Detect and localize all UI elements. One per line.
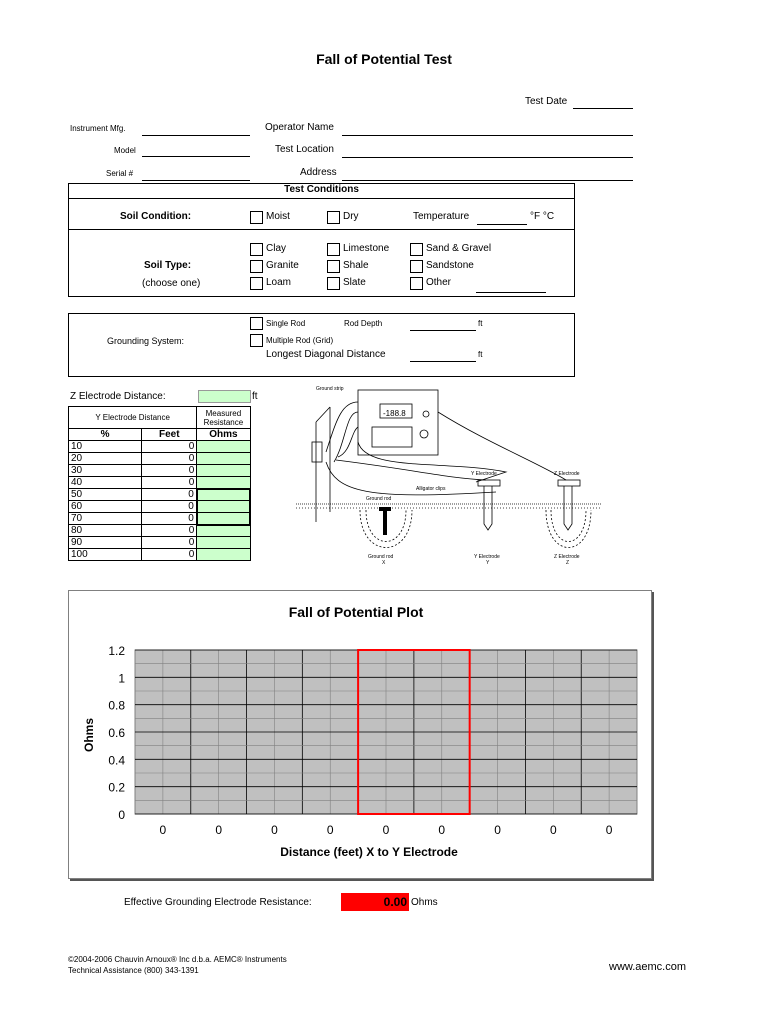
feet-cell: 0: [142, 453, 197, 465]
ohms-input-cell[interactable]: [197, 489, 250, 501]
feet-cell: 0: [142, 477, 197, 489]
feet-cell: 0: [142, 489, 197, 501]
rod-depth-unit: ft: [478, 319, 483, 328]
pct-cell: 30: [69, 465, 142, 477]
soil-type-option: Limestone: [343, 243, 390, 254]
y-label: Y: [486, 560, 490, 566]
pct-cell: 10: [69, 441, 142, 453]
feet-header: Feet: [142, 429, 197, 441]
pct-cell: 60: [69, 501, 142, 513]
multiple-rod-checkbox[interactable]: [250, 334, 263, 347]
instrument-mfg-label: Instrument Mfg.: [70, 124, 126, 133]
pct-cell: 80: [69, 525, 142, 537]
x-tick-label: 0: [159, 823, 167, 837]
soil-type-option: Granite: [266, 260, 299, 271]
pct-header: %: [69, 429, 142, 441]
dry-label: Dry: [343, 211, 359, 222]
pct-cell: 20: [69, 453, 142, 465]
slate-checkbox[interactable]: [327, 277, 340, 290]
ohms-input-cell[interactable]: [197, 477, 250, 489]
serial-label: Serial #: [106, 169, 134, 178]
y-tick-label: 0.6: [108, 726, 125, 740]
y-tick-label: 0: [118, 808, 125, 822]
instrument-mfg-field[interactable]: [142, 123, 250, 136]
table-row: [69, 525, 251, 537]
pct-cell: 70: [69, 513, 142, 525]
y-electrode-bottom-label: Y Electrode: [474, 554, 500, 560]
ground-rod-label: Ground rod: [366, 496, 392, 502]
other-checkbox[interactable]: [410, 277, 423, 290]
soil-type-option: Clay: [266, 243, 287, 254]
loam-checkbox[interactable]: [250, 277, 263, 290]
ohms-input-cell[interactable]: [197, 453, 250, 465]
meter-display: -188.8: [383, 409, 406, 418]
soil-type-option: Sand & Gravel: [426, 243, 492, 254]
pct-cell: 40: [69, 477, 142, 489]
feet-cell: 0: [142, 525, 197, 537]
test-setup-diagram: [296, 382, 601, 570]
test-location-label: Test Location: [275, 144, 334, 155]
table-row: [69, 441, 251, 453]
moist-label: Moist: [266, 211, 290, 222]
table-row: [69, 453, 251, 465]
z-electrode-unit: ft: [252, 391, 258, 402]
table-row: [69, 537, 251, 549]
clay-checkbox[interactable]: [250, 243, 263, 256]
x-tick-label: 0: [215, 823, 223, 837]
soil-type-label: Soil Type:: [144, 260, 192, 271]
feet-cell: 0: [142, 501, 197, 513]
pct-cell: 50: [69, 489, 142, 501]
ohms-input-cell[interactable]: [197, 537, 250, 549]
grounding-system-label: Grounding System:: [107, 336, 185, 346]
granite-checkbox[interactable]: [250, 260, 263, 273]
address-field[interactable]: [342, 168, 633, 181]
moist-checkbox[interactable]: [250, 211, 263, 224]
y-tick-label: 0.4: [108, 753, 125, 768]
y-tick-label: 1.2: [108, 644, 125, 658]
ohms-input-cell[interactable]: [197, 501, 250, 513]
single-rod-checkbox[interactable]: [250, 317, 263, 330]
serial-field[interactable]: [142, 168, 250, 181]
operator-name-field[interactable]: [342, 123, 633, 136]
effective-resistance-unit: Ohms: [411, 897, 438, 908]
soil-type-option: Shale: [343, 260, 369, 271]
y-tick-label: 0.2: [108, 780, 125, 795]
z-electrode-input[interactable]: [198, 390, 251, 403]
pct-cell: 100: [69, 549, 142, 561]
test-date-label: Test Date: [525, 96, 568, 107]
soil-type-option: Loam: [266, 277, 292, 288]
operator-name-label: Operator Name: [265, 122, 334, 133]
address-label: Address: [300, 167, 337, 178]
table-row: [69, 501, 251, 513]
x-tick-label: 0: [382, 823, 390, 837]
table-row: [69, 489, 251, 501]
rod-depth-field[interactable]: [410, 318, 476, 331]
sand-gravel-checkbox[interactable]: [410, 243, 423, 256]
y-tick-label: 0.8: [108, 698, 125, 713]
feet-cell: 0: [142, 549, 197, 561]
soil-condition-label: Soil Condition:: [120, 211, 192, 222]
model-label: Model: [114, 146, 136, 155]
table-row: [69, 477, 251, 489]
temperature-field[interactable]: [477, 212, 527, 225]
choose-one-label: (choose one): [142, 278, 201, 289]
chart-svg: [69, 591, 651, 878]
y-electrode-header: Y Electrode Distance: [69, 407, 197, 429]
feet-cell: 0: [142, 465, 197, 477]
footer-technical-assistance: Technical Assistance (800) 343-1391: [68, 966, 199, 975]
feet-cell: 0: [142, 441, 197, 453]
longest-diagonal-unit: ft: [478, 350, 483, 359]
longest-diagonal-label: Longest Diagonal Distance: [266, 349, 386, 360]
test-conditions-title: Test Conditions: [284, 184, 359, 195]
z-electrode-label: Z Electrode Distance:: [70, 391, 166, 402]
pct-cell: 90: [69, 537, 142, 549]
z-label: Z: [566, 560, 570, 566]
x-tick-label: 0: [326, 823, 334, 837]
shale-checkbox[interactable]: [327, 260, 340, 273]
x-tick-label: 0: [605, 823, 613, 837]
y-electrode-label: Y Electrode: [471, 471, 497, 477]
measured-resistance-header: Measured Resistance: [197, 407, 250, 429]
table-row: [69, 465, 251, 477]
footer-copyright: ©2004-2006 Chauvin Arnoux® Inc d.b.a. AEMC® Instruments: [68, 955, 287, 964]
effective-resistance-value: 0.00: [383, 895, 407, 909]
chart-ylabel: Ohms: [82, 717, 96, 753]
x-tick-label: 0: [494, 823, 501, 837]
other-field[interactable]: [476, 280, 546, 293]
alligator-clips-label: Alligator clips: [416, 486, 446, 492]
ohms-input-cell[interactable]: [197, 513, 250, 525]
ohms-input-cell[interactable]: [197, 525, 250, 537]
limestone-checkbox[interactable]: [327, 243, 340, 256]
chart-xlabel: Distance (feet) X to Y Electrode: [280, 845, 458, 859]
ohms-header: Ohms: [197, 429, 250, 441]
longest-diagonal-field[interactable]: [410, 349, 476, 362]
multiple-rod-label: Multiple Rod (Grid): [266, 336, 334, 345]
feet-cell: 0: [142, 513, 197, 525]
z-electrode-bottom-label: Z Electrode: [554, 554, 580, 560]
single-rod-label: Single Rod: [266, 319, 306, 328]
test-date-field[interactable]: [573, 96, 633, 109]
temperature-units: °F °C: [530, 211, 555, 222]
test-location-field[interactable]: [342, 145, 633, 158]
soil-type-option: Sandstone: [426, 260, 474, 271]
footer-website[interactable]: www.aemc.com: [609, 961, 687, 973]
temperature-label: Temperature: [413, 211, 470, 222]
y-tick-label: 1: [118, 671, 125, 686]
x-tick-label: 0: [438, 823, 446, 837]
sandstone-checkbox[interactable]: [410, 260, 423, 273]
soil-type-option: Slate: [343, 277, 366, 288]
fall-of-potential-chart: [68, 590, 652, 879]
ground-strip-label: Ground strip: [316, 386, 344, 392]
ohms-input-cell[interactable]: [197, 549, 250, 561]
effective-resistance-label: Effective Grounding Electrode Resistance:: [124, 897, 312, 908]
ohms-input-cell[interactable]: [197, 441, 250, 453]
x-tick-label: 0: [549, 823, 557, 837]
table-row: [69, 513, 251, 525]
page-title: Fall of Potential Test: [316, 51, 452, 67]
x-tick-label: 0: [271, 823, 278, 837]
feet-cell: 0: [142, 537, 197, 549]
table-row: [69, 549, 251, 561]
z-electrode-diagram-label: Z Electrode: [554, 471, 580, 477]
ground-rod-x-label: Ground rod: [368, 554, 394, 560]
chart-title: Fall of Potential Plot: [288, 604, 424, 620]
rod-depth-label: Rod Depth: [344, 319, 383, 328]
soil-type-option: Other: [426, 277, 452, 288]
x-label: X: [382, 560, 386, 566]
dry-checkbox[interactable]: [327, 211, 340, 224]
y-electrode-table: [68, 406, 251, 561]
model-field[interactable]: [142, 144, 250, 157]
ohms-input-cell[interactable]: [197, 465, 250, 477]
